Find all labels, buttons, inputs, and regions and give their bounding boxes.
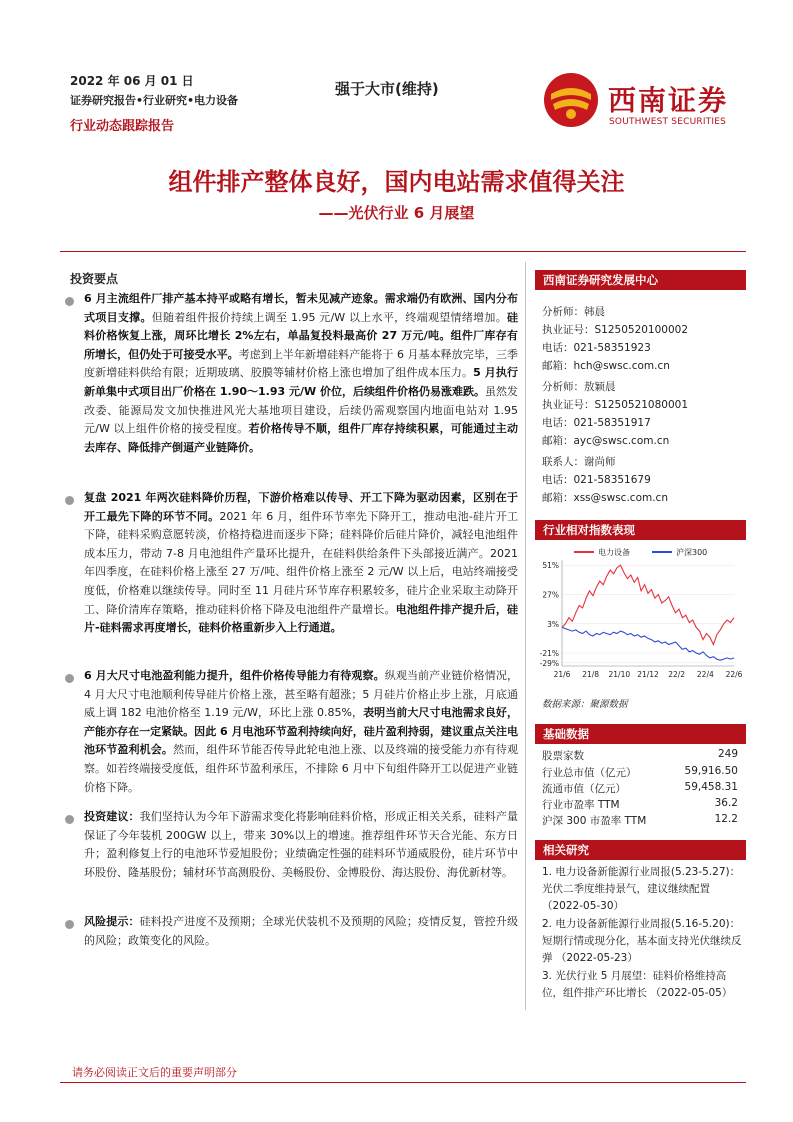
legend-label: 沪深300 [676, 548, 708, 557]
stat-row [542, 797, 738, 812]
stat-label: 行业总市值（亿元） [542, 767, 637, 779]
y-tick-label: 51% [542, 561, 559, 571]
phone: 电话：021-58351679 [542, 474, 651, 486]
logo-text-cn: 西南证券 [608, 84, 729, 117]
investment-advice [84, 808, 518, 882]
x-tick-label: 21/8 [582, 670, 600, 679]
stat-label: 沪深 300 市盈率 TTM [542, 815, 647, 827]
related-research-heading: 相关研究 [535, 840, 746, 860]
stat-value: 249 [717, 748, 738, 760]
report-subtitle: ——光伏行业 6 月展望 [318, 204, 475, 222]
x-tick-label: 21/6 [553, 670, 571, 679]
basic-data-heading: 基础数据 [535, 724, 746, 744]
paragraph-run: 但随着组件报价持续上调至 1.95 元/W 以上水平，终端观望情绪增加。 [151, 310, 508, 324]
analyst-name: 分析师：敖颖晨 [542, 381, 616, 393]
email-link[interactable]: 邮箱：xss@swsc.com.cn [542, 492, 668, 504]
email-link[interactable]: 邮箱：hch@swsc.com.cn [542, 360, 670, 372]
chart-heading: 行业相对指数表现 [535, 520, 746, 540]
contact-name: 联系人：谢尚师 [542, 456, 616, 468]
paragraph-run: 风险提示： [84, 915, 140, 928]
paragraph-run: 表明当前大尺寸电池需求良好，产能亦存在一定紧缺。因此 6 月电池环节盈利持续向好，硅片盈利持弱，建议重点关注电池环节盈利机会。 [84, 706, 519, 757]
stat-row [542, 813, 738, 828]
top-divider [60, 251, 746, 252]
report-title: 组件排产整体良好，国内电站需求值得关注 [168, 167, 625, 196]
paragraph-run: 纵观当前产业链价格情况，4 月大尺寸电池顺利传导硅片价格上涨，甚至略有超涨；5 月硅片价格止步上涨，月底通威上调 182 电池价格至 1.19 元/W，环比上涨 0.85%， [84, 669, 519, 720]
y-tick-label: -29% [539, 658, 559, 668]
stat-value: 59,458.31 [684, 781, 738, 793]
bottom-divider [60, 1082, 746, 1083]
report-date: 2022 年 06 月 01 日 [70, 74, 194, 88]
bullet-icon [65, 674, 74, 683]
investment-paragraph-3 [84, 667, 518, 797]
investment-heading: 投资要点 [70, 272, 119, 286]
paragraph-run: 我们坚持认为今年下游需求变化将影响硅料价格，形成正相关关系，硅料产量保证了今年装机 200GW 以上，带来 30%以上的增速。推荐组件环节天合光能、东方日升；盈利修复上行的电池环节爱旭股份；业绩确定性强的硅料环节通威股份，硅片环节中环股份、隆基股份；辅材环节高测股份、美畅股份、金博股份、海达股份、海优新材等。 [84, 810, 519, 879]
investment-paragraph-1 [84, 290, 518, 457]
disclaimer: 请务必阅读正文后的重要声明部分 [72, 1066, 237, 1079]
stat-value: 12.2 [714, 813, 738, 825]
paragraph-run: 投资建议： [84, 810, 140, 823]
logo-text-en: SOUTHWEST SECURITIES [609, 117, 727, 127]
company-logo-icon [543, 72, 599, 128]
paragraph-run: 硅料投产进度不及预期；全球光伏装机不及预期的风险；疫情反复，管控升级的风险；政策变化的风险。 [84, 915, 519, 947]
paragraph-run: 6 月主流组件厂排产基本持平或略有增长，暂未见减产迹象。需求端仍有欧洲、国内分布式项目支撑。 [84, 292, 518, 324]
paragraph-run: 考虑到上半年新增硅料产能将于 6 月基本释放完毕，三季度新增硅料供给有限；近期玻璃、胶膜等辅材价格上涨也增加了组件成本压力。 [84, 347, 518, 380]
paragraph-run: 硅料价格恢复上涨，周环比增长 2%左右，单晶复投料最高价 27 万元/吨。组件厂库存有所增长，但仍处于可接受水平。 [84, 310, 519, 361]
stat-row [542, 781, 738, 796]
stat-label: 股票家数 [542, 750, 584, 762]
series-line-hs300 [562, 627, 734, 660]
industry-rating: 强于大市(维持) [335, 80, 439, 98]
x-tick-label: 22/2 [668, 670, 686, 679]
legend-label: 电力设备 [598, 548, 630, 557]
stat-row [542, 748, 738, 763]
y-tick-label: 27% [542, 590, 559, 600]
paragraph-run: 2021 年 6 月，组件环节率先下降开工，推动电池-硅片开工下降，硅料采购意愿转淡，价格持稳进而逐步下降；硅料降价后硅片降价，减轻电池组件成本压力，带动 7-8 月电池组件产量环比提升，在硅料供给条件下头部接近满产。2021 年四季度，在硅料价格上涨至 27 万/吨、组件价格上涨至 2 元/W 以上后，电站终端接受度低，价格难以继续传导。同时至 11 月硅片环节库存积累较多，硅片企业采取主动降开工、降价清库存策略，推动硅料价格下降及电池组件产量增长。 [84, 509, 518, 616]
report-type: 证券研究报告•行业研究•电力设备 [70, 94, 239, 107]
paragraph-run: 6 月大尺寸电池盈利能力提升，组件价格传导能力有待观察。 [84, 669, 385, 682]
x-tick-label: 21/12 [637, 670, 659, 679]
x-tick-label: 21/10 [608, 670, 631, 679]
risk-warning [84, 913, 518, 950]
stat-row [542, 765, 738, 780]
paragraph-run: 5 月执行新单集中式项目出厂价格在 1.90～1.93 元/W 价位，后续组件价格仍易涨难跌。 [84, 366, 518, 398]
bullet-icon [65, 297, 74, 306]
stat-label: 行业市盈率 TTM [542, 799, 620, 811]
license-number: 执业证号：S1250521080001 [542, 399, 689, 411]
stat-label: 流通市值（亿元） [542, 783, 626, 795]
related-report-link[interactable]: 2. 电力设备新能源行业周报(5.16-5.20)：短期行情或现分化，基本面支持光伏继续反弹 （2022-05-23） [542, 918, 742, 964]
chart-source: 数据来源：聚源数据 [542, 699, 628, 710]
related-report-link[interactable]: 1. 电力设备新能源行业周报(5.23-5.27)：光伏二季度维持景气，建议继续配置 （2022-05-30） [542, 866, 741, 912]
paragraph-run: 若价格传导不顺，组件厂库存持续积累，可能通过主动去库存、降低排产倒逼产业链降价。 [84, 422, 519, 454]
bullet-icon [65, 920, 74, 929]
column-divider [525, 262, 526, 1010]
bullet-icon [65, 496, 74, 505]
stat-value: 59,916.50 [684, 765, 738, 777]
analyst-name: 分析师：韩晨 [542, 306, 605, 318]
bullet-icon [65, 815, 74, 824]
stat-value: 36.2 [714, 797, 738, 809]
phone: 电话：021-58351923 [542, 342, 651, 354]
investment-paragraph-2 [84, 489, 518, 638]
research-team-heading: 西南证券研究发展中心 [535, 270, 746, 290]
paragraph-run: 然而，组件环节能否传导此轮电池上涨、以及终端的接受能力亦有待观察。如若终端接受度低，组件环节盈利承压，不排除 6 月中下旬组件降开工以促进产业链价格下降。 [84, 743, 519, 794]
y-tick-label: -21% [539, 649, 559, 659]
x-tick-label: 22/6 [725, 670, 742, 679]
report-subtype: 行业动态跟踪报告 [70, 119, 175, 134]
paragraph-run: 虽然发改委、能源局发文加快推进风光大基地项目建设，后续仍需观察国内地面电站对 1.95 元/W 以上组件价格的接受程度。 [84, 384, 519, 436]
related-report-link[interactable]: 3. 光伏行业 5 月展望：硅料价格维持高位，组件排产环比增长 （2022-05-05） [542, 970, 733, 999]
paragraph-run: 复盘 2021 年两次硅料降价历程，下游价格难以传导、开工下降为驱动因素，区别在于开工最先下降的环节不同。 [84, 491, 518, 523]
phone: 电话：021-58351917 [542, 417, 651, 429]
email-link[interactable]: 邮箱：ayc@swsc.com.cn [542, 435, 670, 447]
license-number: 执业证号：S1250520100002 [542, 324, 689, 336]
y-tick-label: 3% [547, 619, 559, 629]
relative-index-chart [532, 540, 742, 690]
x-tick-label: 22/4 [696, 670, 714, 679]
paragraph-run: 电池组件排产提升后，硅片-硅料需求再度增长，硅料价格重新步入上行通道。 [84, 602, 519, 635]
